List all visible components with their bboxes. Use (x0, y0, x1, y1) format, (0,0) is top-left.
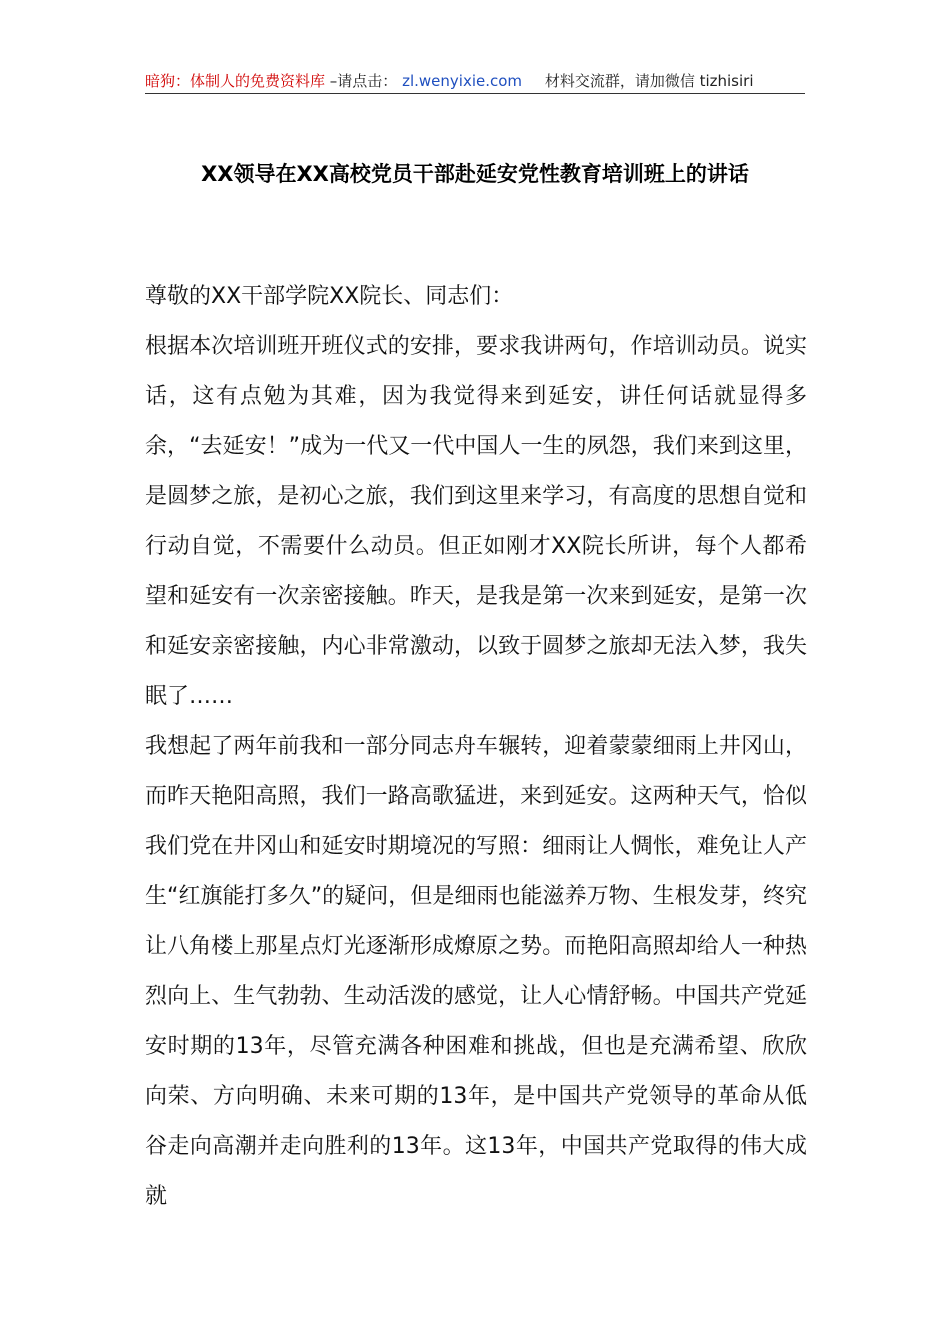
header-group-note: 材料交流群，请加微信 tizhisiri (544, 72, 754, 90)
salutation: 尊敬的XX干部学院XX院长、同志们： (145, 284, 514, 309)
document-title: XX领导在XX高校党员干部赴延安党性教育培训班上的讲话 (201, 162, 749, 186)
page-header (145, 66, 805, 96)
header-divider (145, 93, 805, 94)
header-url-link[interactable]: zl.wenyixie.com (402, 72, 523, 90)
document-body (145, 272, 807, 1222)
header-site-label: 暗狗：体制人的免费资料库 (145, 72, 326, 90)
paragraph: 我想起了两年前我和一部分同志舟车辗转，迎着蒙蒙细雨上井冈山，而昨天艳阳高照，我们一路高歌猛进，来到延安。这两种天气，恰似我们党在井冈山和延安时期境况的写照：细雨让人惆怅，难免让人产生“红旗能打多久”的疑问，但是细雨也能滋养万物、生根发芽，终究让八角楼上那星点灯光逐渐形成燎原之势。而艳阳高照却给人一种热烈向上、生气勃勃、生动活泼的感觉，让人心情舒畅。中国共产党延安时期的13年，尽管充满各种困难和挑战，但也是充满希望、欣欣向荣、方向明确、未来可期的13年，是中国共产党领导的革命从低谷走向高潮并走向胜利的13年。这13年，中国共产党取得的伟大成就 (145, 734, 807, 1209)
paragraph: 根据本次培训班开班仪式的安排，要求我讲两句，作培训动员。说实话，这有点勉为其难，因为我觉得来到延安，讲任何话就显得多余，“去延安！”成为一代又一代中国人一生的夙怨，我们来到这里，是圆梦之旅，是初心之旅，我们到这里来学习，有高度的思想自觉和行动自觉，不需要什么动员。但正如刚才XX院长所讲，每个人都希望和延安有一次亲密接触。昨天，是我是第一次来到延安，是第一次和延安亲密接触，内心非常激动，以致于圆梦之旅却无法入梦，我失眠了…… (145, 334, 807, 709)
header-click-prompt: –请点击： (329, 72, 398, 90)
